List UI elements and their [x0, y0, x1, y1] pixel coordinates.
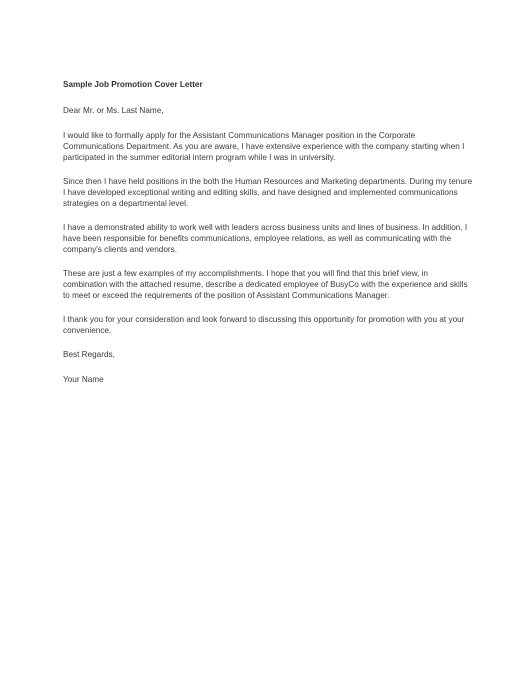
- letter-paragraph-4: These are just a few examples of my accomplishments. I hope that you will find that this brief view, in combination with the attached resume, describe a dedicated employee of BusyCo with the experience and skills to meet or exceed the requirements of the position of Assistant Communications Manager.: [63, 269, 468, 300]
- letter-paragraph-5: I thank you for your consideration and look forward to discussing this opportunity for promotion with you at your convenience.: [63, 315, 465, 335]
- letter-paragraph-2: Since then I have held positions in the both the Human Resources and Marketing departments. During my tenure I have developed exceptional writing and editing skills, and have designed and implemented communications strategies on a departmental level.: [63, 177, 473, 208]
- letter-salutation: Dear Mr. or Ms. Last Name,: [63, 106, 164, 115]
- letter-paragraph-3: I have a demonstrated ability to work well with leaders across business units and lines of business. In addition, I have been responsible for benefits communications, employee relations, as well as communicating with the company's clients and vendors.: [63, 223, 468, 254]
- letter-closing: Best Regards,: [63, 350, 115, 359]
- letter-paragraph-1: I would like to formally apply for the Assistant Communications Manager position in the Corporate Communications Department. As you are aware, I have extensive experience with the company starting when I participated in the summer editorial intern program while I was in university.: [63, 131, 465, 162]
- cover-letter: [63, 79, 473, 385]
- letter-signature: Your Name: [63, 375, 104, 384]
- letter-title: Sample Job Promotion Cover Letter: [63, 80, 203, 89]
